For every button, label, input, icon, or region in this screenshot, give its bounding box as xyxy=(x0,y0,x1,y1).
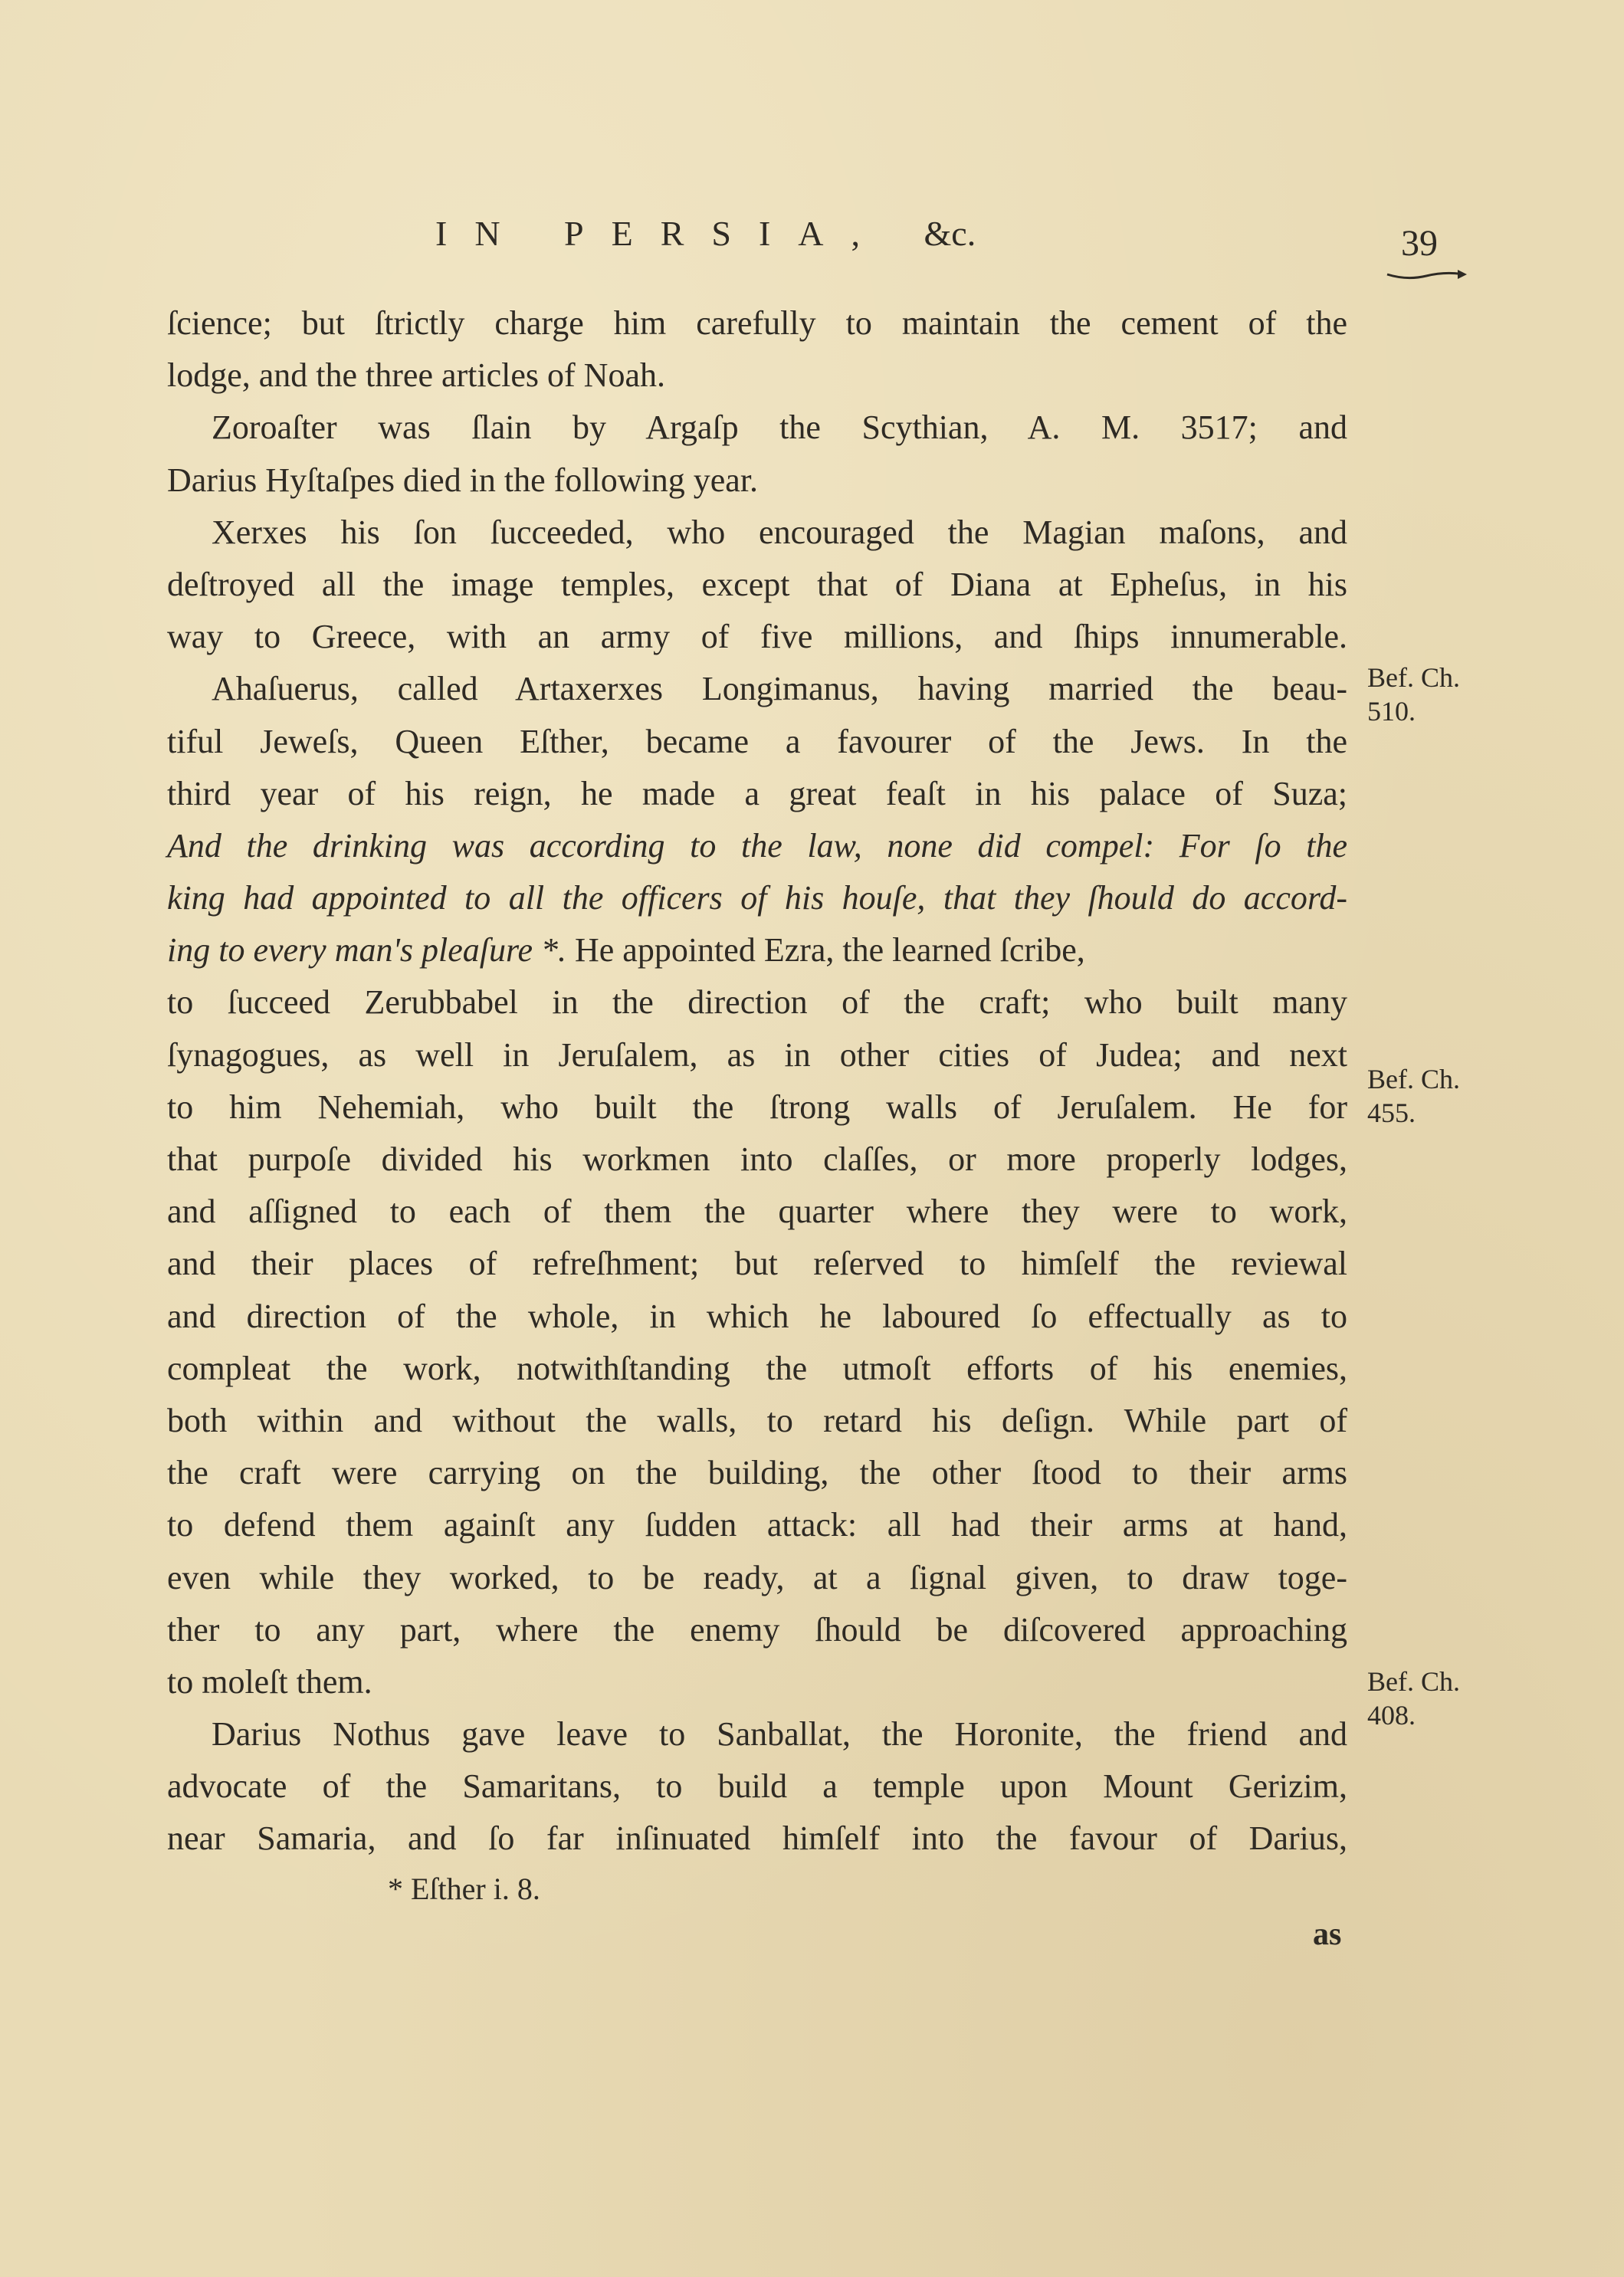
running-title xyxy=(435,213,976,254)
text-line: ſcience; but ſtrictly charge him carefully to maintain the cement of the xyxy=(167,304,1347,342)
margin-note-year: 510. xyxy=(1367,696,1416,727)
margin-note-year: 455. xyxy=(1367,1097,1416,1128)
running-title-suffix: &c. xyxy=(924,214,976,253)
text-line: Darius Nothus gave leave to Sanballat, the Horonite, the friend and xyxy=(212,1715,1347,1754)
margin-note xyxy=(1367,661,1460,728)
text-line: near Samaria, and ſo far inſinuated himſelf into the favour of Darius, xyxy=(167,1819,1347,1858)
running-title-text: IN PERSIA, xyxy=(435,214,888,253)
margin-note-label: Bef. Ch. xyxy=(1367,1064,1460,1094)
text-line: to ſucceed Zerubbabel in the direction of the craft; who built many xyxy=(167,983,1347,1022)
text-line: Darius Hyſtaſpes died in the following year. xyxy=(167,461,759,499)
text-line: the craft were carrying on the building, the other ſtood to their arms xyxy=(167,1454,1347,1492)
page-number-flourish xyxy=(1384,264,1468,284)
text-line-italic-part: ing to every man's pleaſure *. xyxy=(167,931,566,970)
text-line: and aſſigned to each of them the quarter where they were to work, xyxy=(167,1193,1347,1231)
text-line: tiful Jeweſs, Queen Eſther, became a favourer of the Jews. In the xyxy=(167,722,1347,760)
text-line: lodge, and the three articles of Noah. xyxy=(167,356,665,395)
text-line: ſynagogues, as well in Jeruſalem, as in other cities of Judea; and next xyxy=(167,1035,1347,1074)
text-line: both within and without the walls, to retard his deſign. While part of xyxy=(167,1401,1347,1439)
text-line: advocate of the Samaritans, to build a temple upon Mount Gerizim, xyxy=(167,1767,1347,1806)
text-line: compleat the work, notwithſtanding the utmoſt efforts of his enemies, xyxy=(167,1349,1347,1387)
text-line: third year of his reign, he made a great feaſt in his palace of Suza; xyxy=(167,774,1347,812)
text-line: way to Greece, with an army of five millions, and ſhips innumerable. xyxy=(167,618,1347,656)
text-line-roman-part: He appointed Ezra, the learned ſcribe, xyxy=(566,931,1085,970)
text-line: king had appointed to all the officers of his houſe, that they ſhould do accord- xyxy=(167,879,1347,917)
margin-note xyxy=(1367,1062,1460,1130)
text-line: Xerxes his ſon ſucceeded, who encouraged the Magian maſons, and xyxy=(212,513,1347,551)
text-line: And the drinking was according to the law, none did compel: For ſo the xyxy=(167,826,1347,865)
text-line: and their places of refreſhment; but reſerved to himſelf the reviewal xyxy=(167,1245,1347,1283)
margin-note-year: 408. xyxy=(1367,1700,1416,1731)
text-line: deſtroyed all the image temples, except that of Diana at Epheſus, in his xyxy=(167,565,1347,603)
text-line: and direction of the whole, in which he laboured ſo effectually as to xyxy=(167,1297,1347,1335)
footnote: * Eſther i. 8. xyxy=(388,1872,540,1906)
text-line: Zoroaſter was ſlain by Argaſp the Scythian, A. M. 3517; and xyxy=(212,408,1347,447)
text-line: that purpoſe divided his workmen into claſſes, or more properly lodges, xyxy=(167,1140,1347,1178)
text-line: to him Nehemiah, who built the ſtrong walls of Jeruſalem. He for xyxy=(167,1088,1347,1126)
text-line: ther to any part, where the enemy ſhould be diſcovered approaching xyxy=(167,1610,1347,1649)
text-line: to defend them againſt any ſudden attack: all had their arms at hand, xyxy=(167,1506,1347,1544)
text-line: to moleſt them. xyxy=(167,1662,372,1701)
text-line xyxy=(167,924,1347,976)
text-line: even while they worked, to be ready, at a ſignal given, to draw toge- xyxy=(167,1558,1347,1596)
margin-note-label: Bef. Ch. xyxy=(1367,662,1460,693)
page-number: 39 xyxy=(1401,223,1438,264)
catchword: as xyxy=(1313,1917,1342,1952)
margin-note xyxy=(1367,1665,1460,1732)
text-line: Ahaſuerus, called Artaxerxes Longimanus, having married the beau- xyxy=(212,670,1347,708)
margin-note-label: Bef. Ch. xyxy=(1367,1666,1460,1697)
body-text xyxy=(167,297,1347,1865)
